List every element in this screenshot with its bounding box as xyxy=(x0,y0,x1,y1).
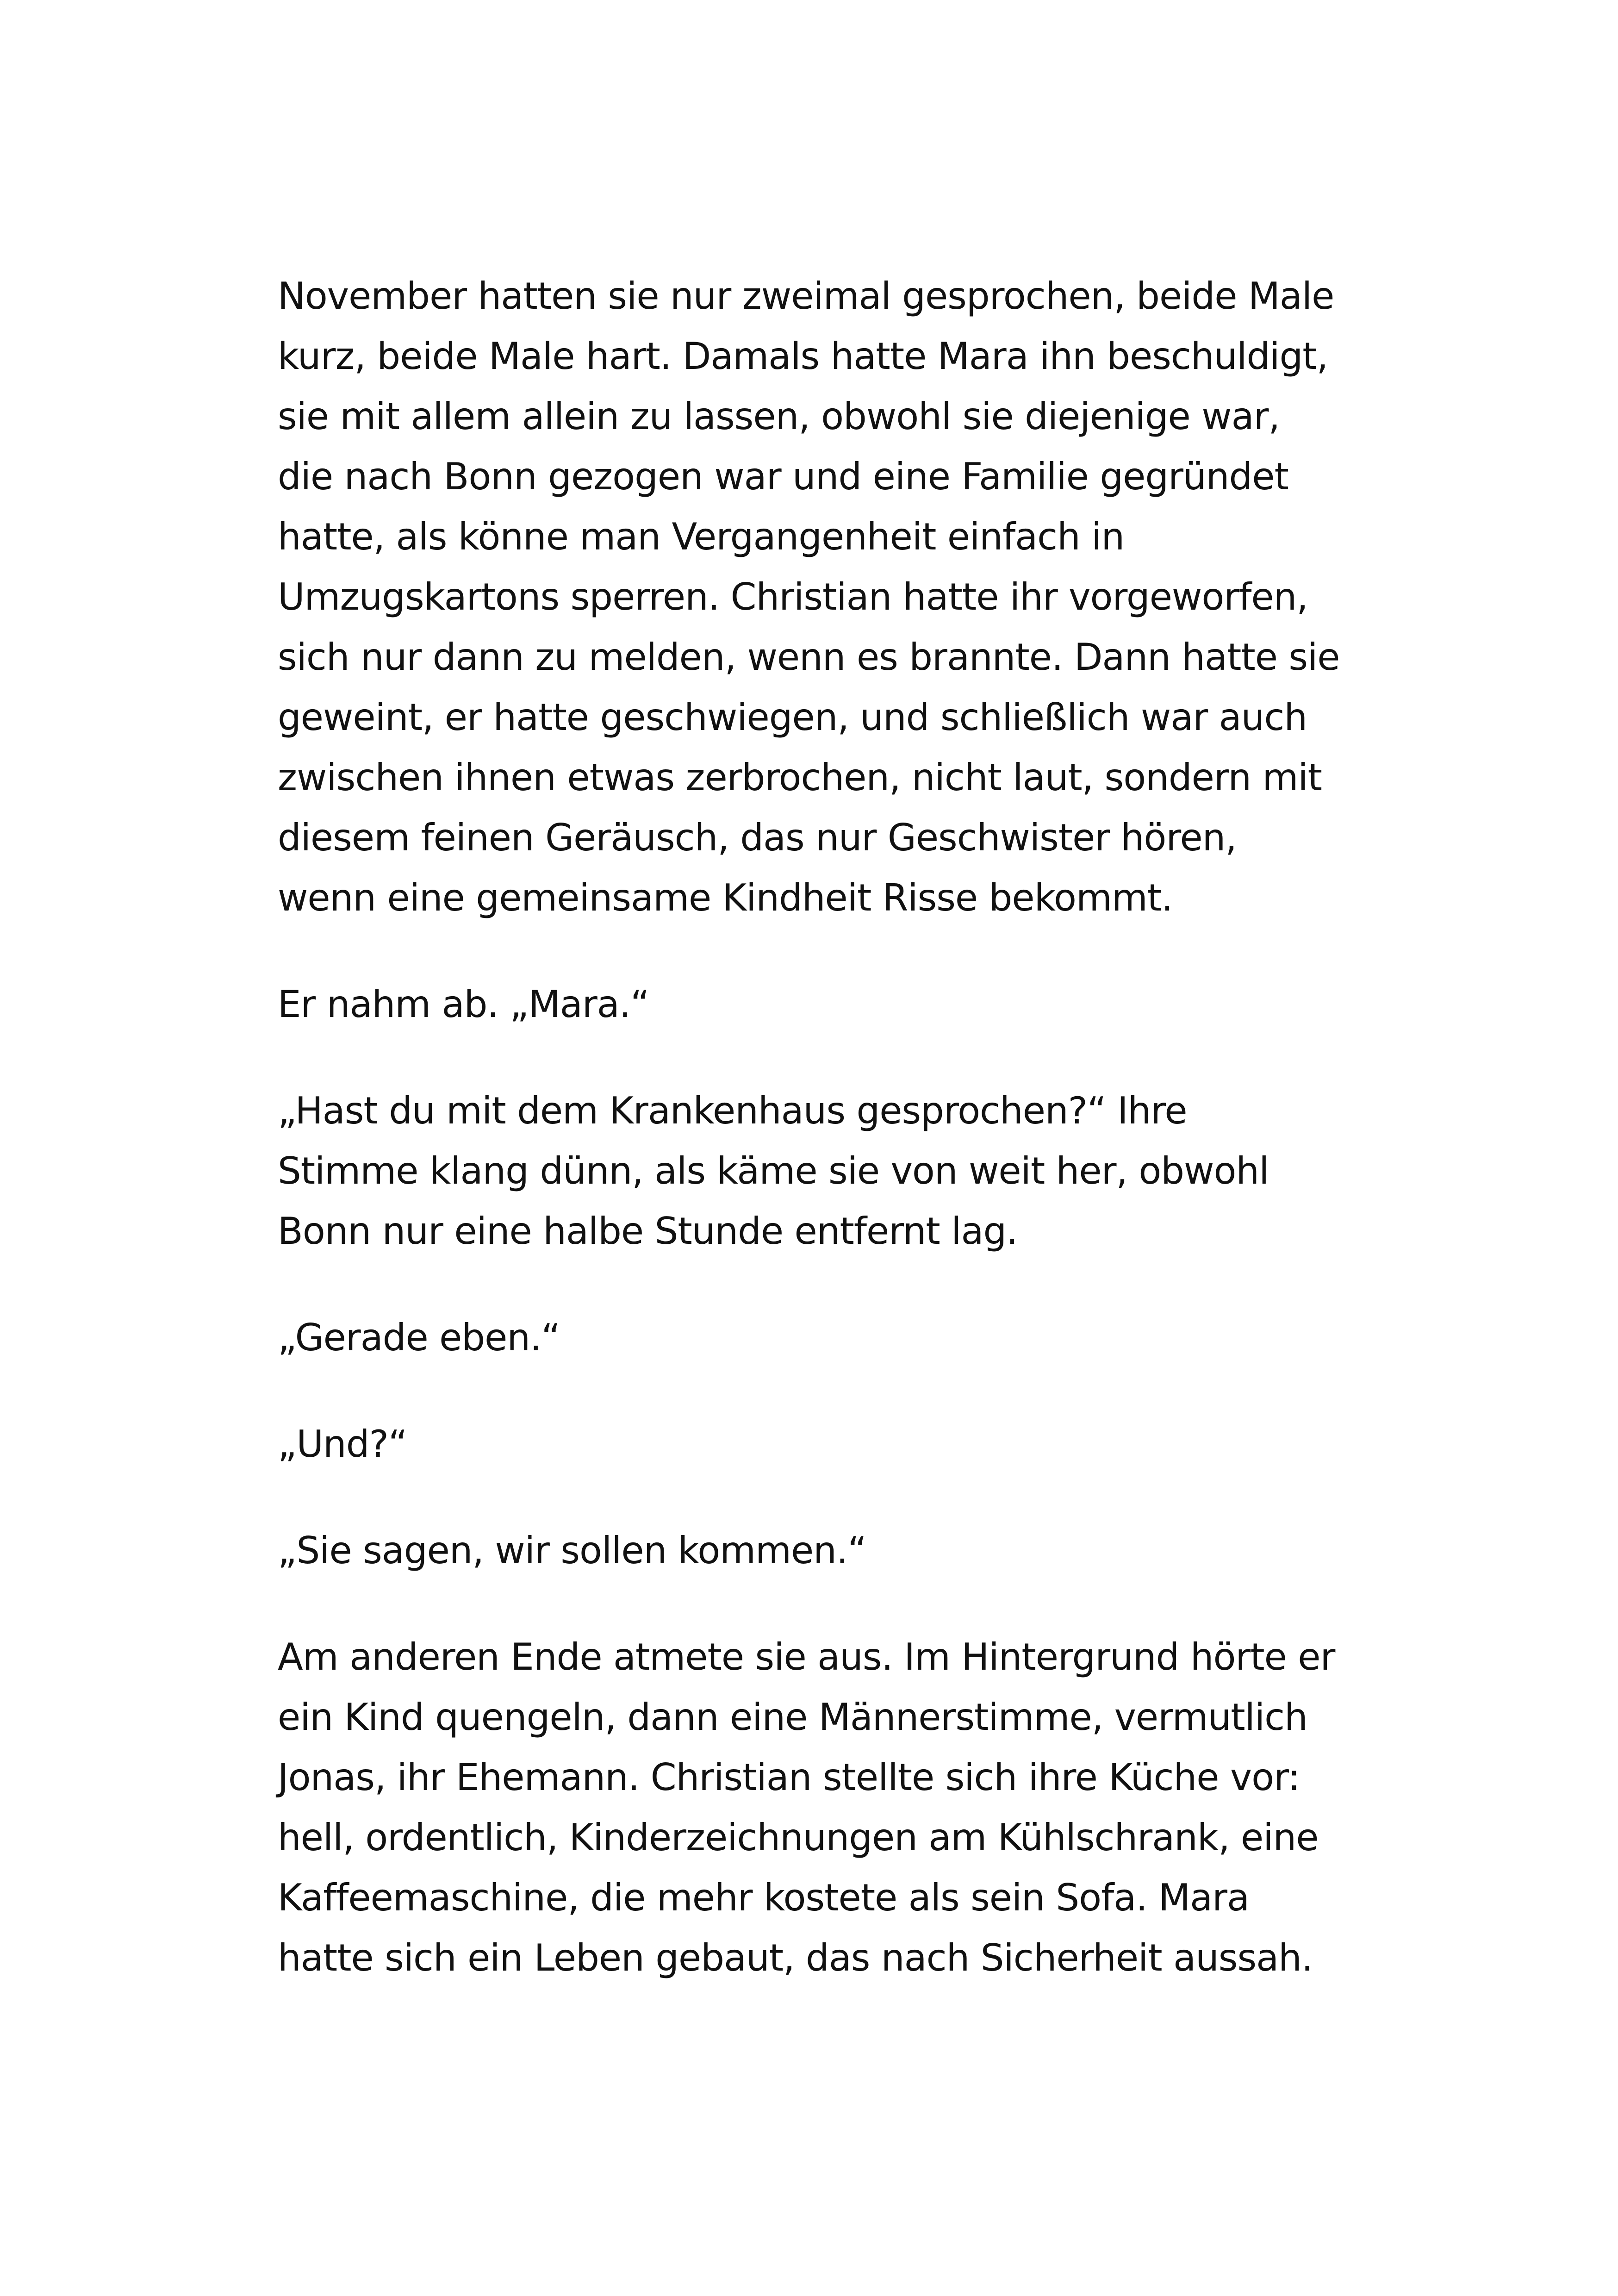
paragraph xyxy=(278,1414,1342,1474)
paragraph xyxy=(278,266,1342,928)
paragraph xyxy=(278,1308,1342,1368)
text-line: hatte sich ein Leben gebaut, das nach Sicherheit aussah. xyxy=(278,1936,1313,1979)
text-line: sie mit allem allein zu lassen, obwohl sie diejenige war, xyxy=(278,395,1280,438)
text-line: „Sie sagen, wir sollen kommen.“ xyxy=(278,1529,866,1572)
text-line: Kaffeemaschine, die mehr kostete als sein Sofa. Mara xyxy=(278,1876,1250,1919)
text-line: Am anderen Ende atmete sie aus. Im Hintergrund hörte er xyxy=(278,1635,1335,1678)
text-line: Jonas, ihr Ehemann. Christian stellte sich ihre Küche vor: xyxy=(278,1756,1300,1799)
text-line: sich nur dann zu melden, wenn es brannte. Dann hatte sie xyxy=(278,636,1340,679)
text-line: Er nahm ab. „Mara.“ xyxy=(278,983,649,1026)
text-line: Bonn nur eine halbe Stunde entfernt lag. xyxy=(278,1210,1018,1253)
text-line: zwischen ihnen etwas zerbrochen, nicht laut, sondern mit xyxy=(278,756,1322,799)
text-line: hatte, als könne man Vergangenheit einfach in xyxy=(278,515,1125,558)
text-line: November hatten sie nur zweimal gesprochen, beide Male xyxy=(278,275,1334,318)
text-line: hell, ordentlich, Kinderzeichnungen am Kühlschrank, eine xyxy=(278,1816,1319,1859)
paragraph xyxy=(278,1521,1342,1581)
paragraph xyxy=(278,974,1342,1035)
text-line: geweint, er hatte geschwiegen, und schließlich war auch xyxy=(278,696,1307,739)
text-line: kurz, beide Male hart. Damals hatte Mara ihn beschuldigt, xyxy=(278,335,1328,378)
text-line: Umzugskartons sperren. Christian hatte ihr vorgeworfen, xyxy=(278,575,1308,618)
text-line: die nach Bonn gezogen war und eine Familie gegründet xyxy=(278,455,1288,498)
text-line: „Und?“ xyxy=(278,1423,407,1466)
text-line: Stimme klang dünn, als käme sie von weit her, obwohl xyxy=(278,1149,1269,1192)
paragraph xyxy=(278,1081,1342,1261)
text-line: „Hast du mit dem Krankenhaus gesprochen?“ Ihre xyxy=(278,1089,1187,1132)
text-line: wenn eine gemeinsame Kindheit Risse bekommt. xyxy=(278,876,1173,919)
text-line: diesem feinen Geräusch, das nur Geschwister hören, xyxy=(278,816,1237,859)
text-line: „Gerade eben.“ xyxy=(278,1316,560,1359)
paragraph xyxy=(278,1627,1342,1988)
body-text xyxy=(278,266,1342,1988)
text-line: ein Kind quengeln, dann eine Männerstimme, vermutlich xyxy=(278,1696,1307,1739)
